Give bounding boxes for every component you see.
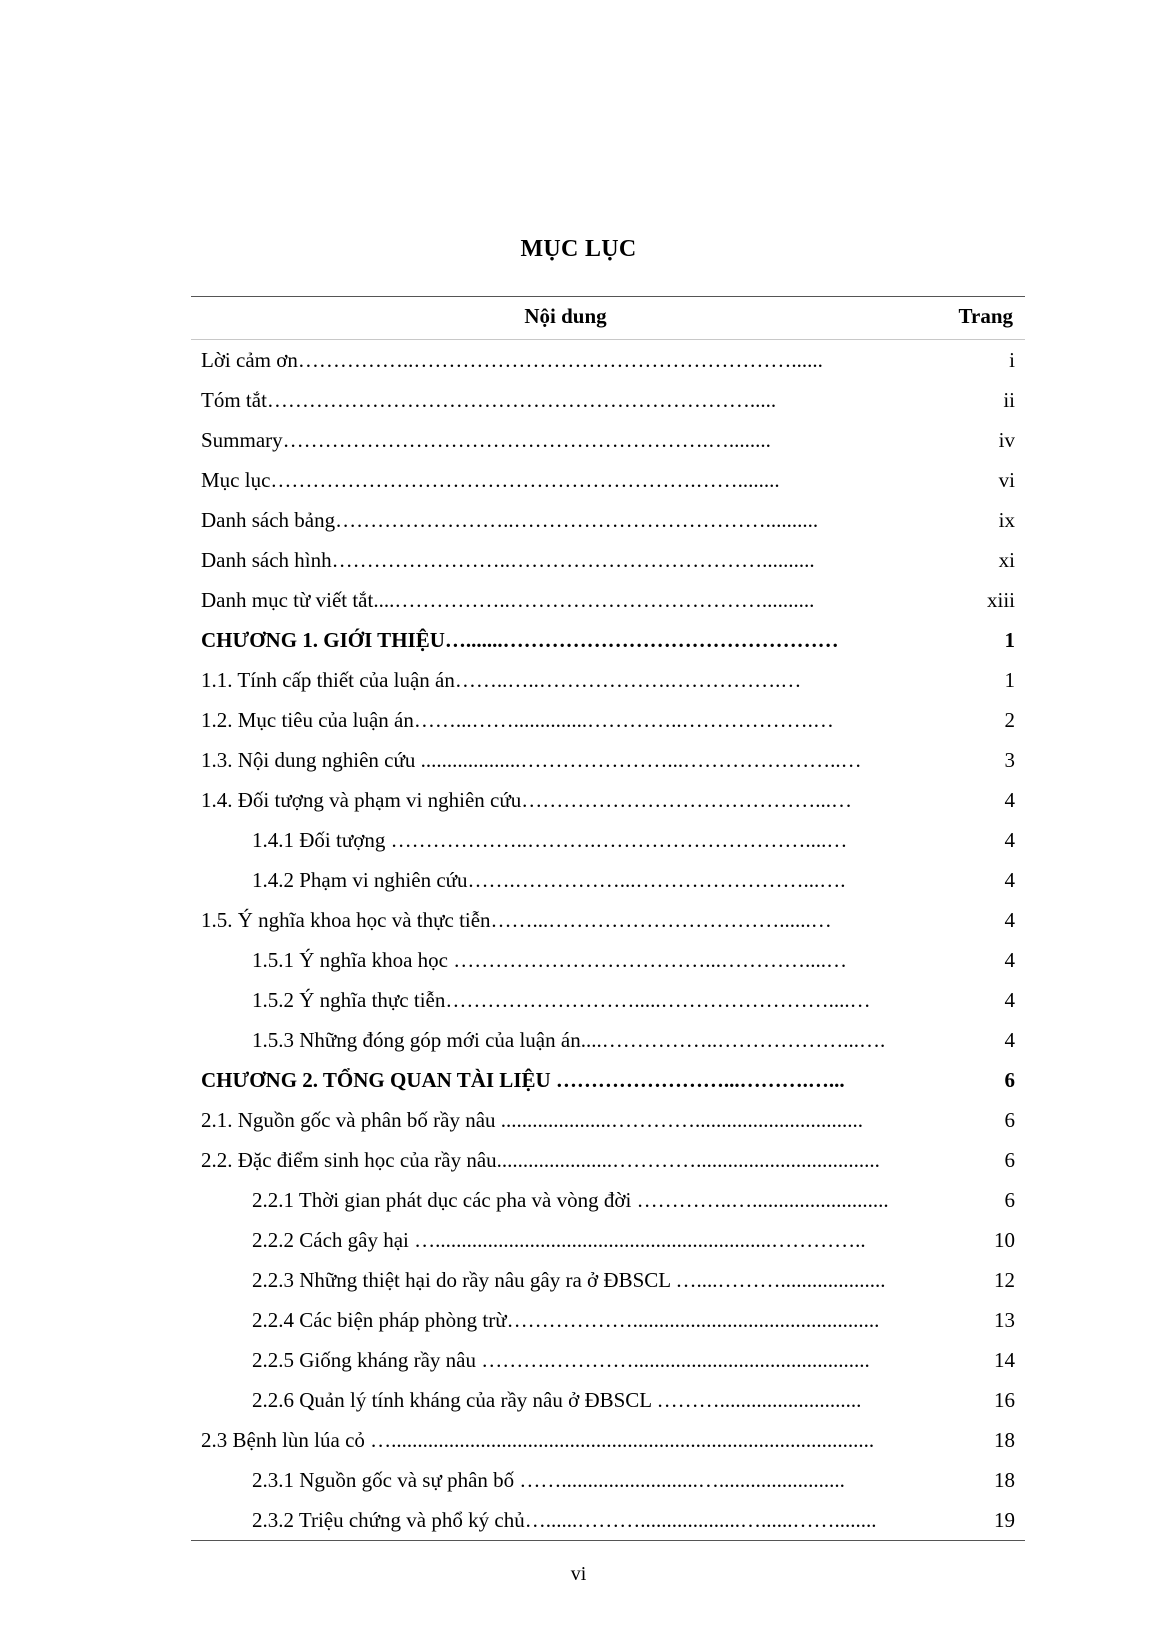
toc-entry-title: 2.2. Đặc điểm sinh học của rầy nâu......................…………................................... — [201, 1148, 880, 1172]
toc-entry-page: 3 — [1004, 748, 1015, 772]
toc-entry-title: CHƯƠNG 1. GIỚI THIỆU….......………………………………………… — [201, 628, 839, 652]
toc-entry-page: 14 — [994, 1348, 1015, 1372]
toc-entry-title: 1.5.1 Ý nghĩa khoa học ………………………………...…………....… — [252, 948, 847, 972]
toc-entry-title: 1.3. Nội dung nghiên cứu ...................…………………...…………………..… — [201, 748, 862, 772]
toc-entry-title: 1.5.3 Những đóng góp mới của luận án....……………..………………...…. — [252, 1028, 886, 1052]
toc-chapter-row — [191, 620, 1025, 660]
toc-row — [191, 340, 1025, 380]
toc-row — [191, 780, 1025, 820]
toc-row — [191, 1140, 1025, 1180]
toc-row — [191, 700, 1025, 740]
toc-row — [191, 1260, 1025, 1300]
toc-entry-title: 2.3.1 Nguồn gốc và sự phân bố ……..........................…........................ — [252, 1468, 845, 1492]
toc-row — [191, 660, 1025, 700]
toc-row — [191, 1100, 1025, 1140]
toc-entry-page: 4 — [1004, 948, 1015, 972]
toc-entry-page: 4 — [1004, 1028, 1015, 1052]
toc-entries — [191, 340, 1025, 1540]
toc-entry-title: Mục lục…………………………………………………….……........ — [201, 468, 780, 492]
toc-entry-page: 6 — [1004, 1148, 1015, 1172]
toc-entry-title: 2.3.2 Triệu chứng và phổ ký chủ…......………...................…......……........ — [252, 1508, 877, 1532]
toc-entry-title: 2.1. Nguồn gốc và phân bố rầy nâu .....................…………................................ — [201, 1108, 864, 1132]
toc-entry-page: 6 — [1004, 1108, 1015, 1132]
toc-row — [191, 1340, 1025, 1380]
toc-row — [191, 460, 1025, 500]
toc-entry-title: 2.2.3 Những thiệt hại do rầy nâu gây ra ở ĐBSCL …....……….................... — [252, 1268, 886, 1292]
toc-entry-title: 2.2.5 Giống kháng rầy nâu ……….…………............................................. — [252, 1348, 870, 1372]
toc-row — [191, 940, 1025, 980]
toc-entry-title: CHƯƠNG 2. TỔNG QUAN TÀI LIỆU ……………………...……….…... — [201, 1068, 845, 1092]
toc-entry-title: 1.2. Mục tiêu của luận án……...……..............…………..……………….… — [201, 708, 834, 732]
toc-entry-title: Summary…………………………………………………….…........ — [201, 428, 771, 452]
toc-entry-page: 13 — [994, 1308, 1015, 1332]
toc-entry-title: Danh sách bảng……………………..……………………………….......... — [201, 508, 819, 532]
table-of-contents — [191, 296, 1025, 1541]
toc-row — [191, 980, 1025, 1020]
toc-row — [191, 1500, 1025, 1540]
toc-entry-page: 12 — [994, 1268, 1015, 1292]
toc-entry-title: 1.4. Đối tượng và phạm vi nghiên cứu……………………………………...… — [201, 788, 852, 812]
toc-entry-title: 2.3 Bệnh lùn lúa cỏ …............................................................................................ — [201, 1428, 875, 1452]
toc-chapter-row — [191, 1060, 1025, 1100]
toc-row — [191, 580, 1025, 620]
toc-entry-page: 4 — [1004, 788, 1015, 812]
toc-entry-page: xi — [998, 548, 1015, 572]
toc-row — [191, 900, 1025, 940]
toc-entry-page: 18 — [994, 1428, 1015, 1452]
toc-entry-page: 16 — [994, 1388, 1015, 1412]
toc-row — [191, 1180, 1025, 1220]
toc-row — [191, 420, 1025, 460]
toc-entry-title: 2.2.4 Các biện pháp phòng trừ………………............................................... — [252, 1308, 880, 1332]
toc-entry-page: ii — [1003, 388, 1015, 412]
toc-entry-page: i — [1009, 348, 1015, 372]
page-title: MỤC LỤC — [520, 236, 637, 262]
toc-entry-title: 2.2.1 Thời gian phát dục các pha và vòng đời …………..….......................... — [252, 1188, 889, 1212]
toc-entry-page: 1 — [1004, 628, 1015, 652]
toc-entry-title: 1.4.2 Phạm vi nghiên cứu…….……………...……………………...…. — [252, 868, 846, 892]
toc-entry-page: 4 — [1004, 908, 1015, 932]
toc-row — [191, 740, 1025, 780]
toc-entry-title: Lời cảm ơn……………..………………………………………………...... — [201, 348, 823, 372]
toc-entry-title: Danh mục từ viết tắt....……………..……………………………….......... — [201, 588, 815, 612]
toc-row — [191, 500, 1025, 540]
page-column-header: Trang — [958, 304, 1013, 328]
toc-row — [191, 1020, 1025, 1060]
toc-entry-page: xiii — [986, 588, 1015, 612]
toc-row — [191, 1300, 1025, 1340]
toc-row — [191, 1220, 1025, 1260]
toc-entry-title: 1.1. Tính cấp thiết của luận án……..…..……………….…………….… — [201, 668, 802, 692]
toc-entry-page: 6 — [1004, 1068, 1015, 1092]
toc-entry-page: vi — [998, 468, 1015, 492]
toc-entry-page: 4 — [1004, 988, 1015, 1012]
toc-entry-title: 2.2.2 Cách gây hại …................................................................………….. — [252, 1228, 866, 1252]
toc-entry-title: Tóm tắt……………………………………………………………..... — [201, 388, 777, 412]
table-header — [191, 297, 1025, 339]
toc-entry-page: 4 — [1004, 828, 1015, 852]
content-column-header: Nội dung — [524, 304, 607, 328]
toc-row — [191, 1420, 1025, 1460]
toc-entry-title: 1.5. Ý nghĩa khoa học và thực tiễn……...……………………………......… — [201, 908, 832, 932]
toc-entry-page: ix — [998, 508, 1015, 532]
toc-entry-page: 2 — [1004, 708, 1015, 732]
toc-row — [191, 1380, 1025, 1420]
toc-entry-page: 1 — [1004, 668, 1015, 692]
toc-entry-title: 1.5.2 Ý nghĩa thực tiễn……………………….....……………………....… — [252, 988, 871, 1012]
toc-entry-page: 19 — [994, 1508, 1015, 1532]
toc-row — [191, 380, 1025, 420]
toc-entry-title: Danh sách hình……………………..……………………………….......... — [201, 548, 815, 572]
page-number: vi — [570, 1563, 587, 1585]
toc-entry-title: 2.2.6 Quản lý tính kháng của rầy nâu ở ĐBSCL ………........................... — [252, 1388, 862, 1412]
toc-entry-page: 18 — [994, 1468, 1015, 1492]
toc-row — [191, 540, 1025, 580]
toc-entry-page: 10 — [994, 1228, 1015, 1252]
toc-entry-page: iv — [998, 428, 1015, 452]
toc-row — [191, 820, 1025, 860]
bottom-rule — [191, 1540, 1025, 1541]
toc-row — [191, 1460, 1025, 1500]
toc-row — [191, 860, 1025, 900]
toc-entry-title: 1.4.1 Đối tượng ………………..……….…………………………....… — [252, 828, 848, 852]
toc-entry-page: 6 — [1004, 1188, 1015, 1212]
toc-entry-page: 4 — [1004, 868, 1015, 892]
